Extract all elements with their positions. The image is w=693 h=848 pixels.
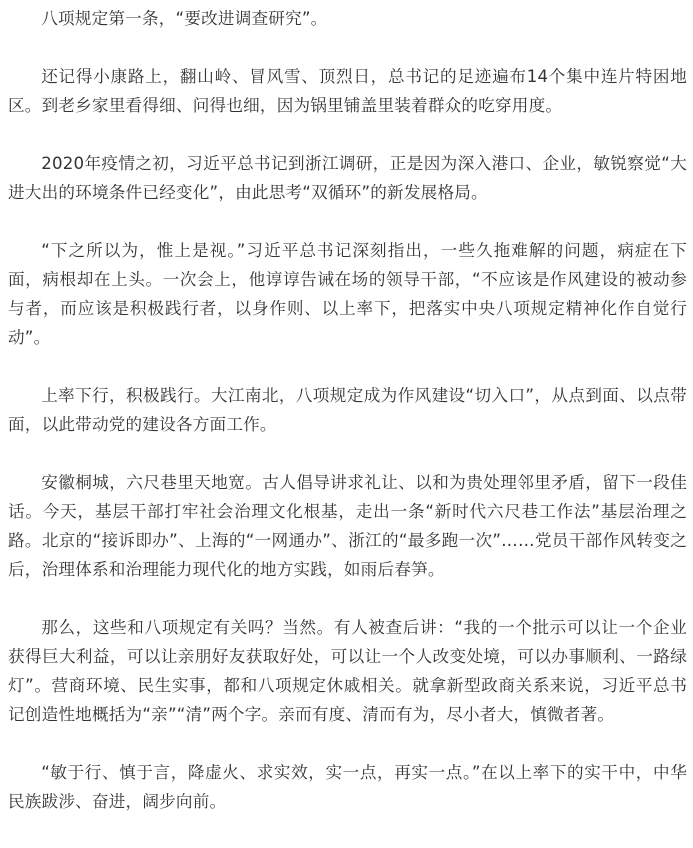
paragraph-5: 上率下行，积极践行。大江南北，八项规定成为作风建设“切入口”，从点到面、以点带面，以此带动党的建设各方面工作。 <box>8 386 687 434</box>
paragraph-4: “下之所以为，惟上是视。”习近平总书记深刻指出，一些久拖难解的问题，病症在下面，病根却在上头。一次会上，他谆谆告诫在场的领导干部，“不应该是作风建设的被动参与者，而应该是积极践行者，以身作则、以上率下，把落实中央八项规定精神化作自觉行动”。 <box>8 241 687 347</box>
paragraph-7: 那么，这些和八项规定有关吗？当然。有人被查后讲：“我的一个批示可以让一个企业获得巨大利益，可以让亲朋好友获取好处，可以让一个人改变处境，可以办事顺利、一路绿灯”。营商环境、民生实事，都和八项规定休戚相关。就拿新型政商关系来说，习近平总书记创造性地概括为“亲”“清”两个字。亲而有度、清而有为，尽小者大，慎微者著。 <box>8 618 687 724</box>
article-body <box>0 4 693 816</box>
paragraph-2: 还记得小康路上，翻山岭、冒风雪、顶烈日，总书记的足迹遍布14个集中连片特困地区。到老乡家里看得细、问得也细，因为锅里铺盖里装着群众的吃穿用度。 <box>8 67 687 115</box>
paragraph-1: 八项规定第一条，“要改进调查研究”。 <box>41 9 328 28</box>
paragraph-3: 2020年疫情之初，习近平总书记到浙江调研，正是因为深入港口、企业，敏锐察觉“大进大出的环境条件已经变化”，由此思考“双循环”的新发展格局。 <box>8 154 687 202</box>
paragraph-6: 安徽桐城，六尺巷里天地宽。古人倡导讲求礼让、以和为贵处理邻里矛盾，留下一段佳话。今天，基层干部打牢社会治理文化根基，走出一条“新时代六尺巷工作法”基层治理之路。北京的“接诉即办”、上海的“一网通办”、浙江的“最多跑一次”……党员干部作风转变之后，治理体系和治理能力现代化的地方实践，如雨后春笋。 <box>8 473 687 579</box>
paragraph-8: “敏于行、慎于言，降虚火、求实效，实一点，再实一点。”在以上率下的实干中，中华民族跋涉、奋进，阔步向前。 <box>8 763 687 811</box>
